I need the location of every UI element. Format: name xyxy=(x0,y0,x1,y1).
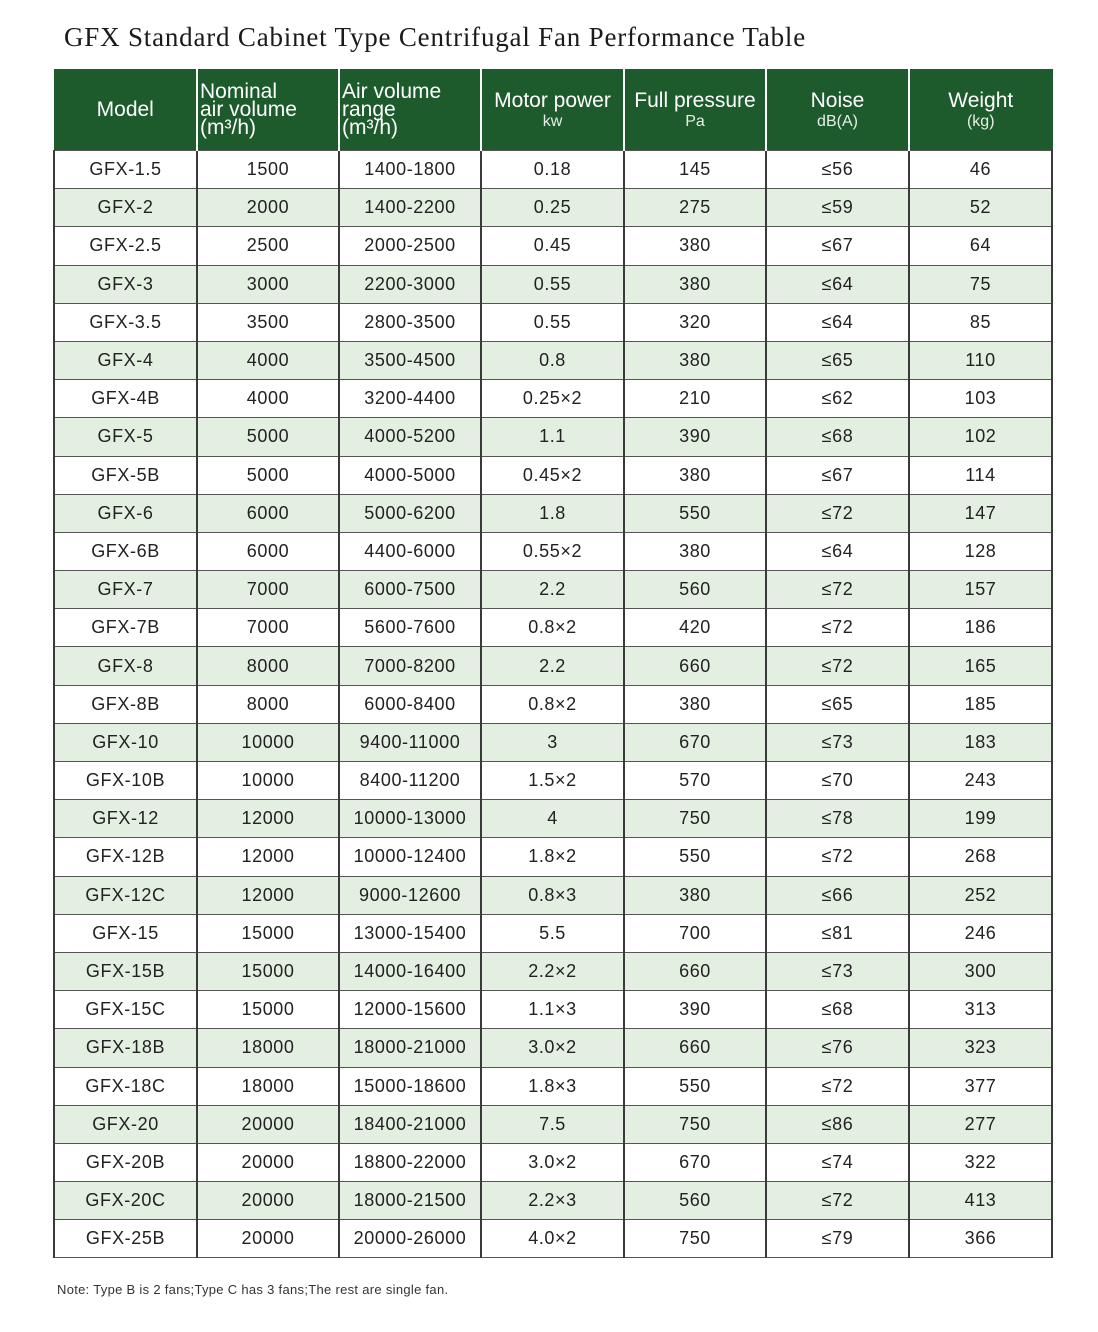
cell-model: GFX-7B xyxy=(54,609,197,647)
cell-nominal-air-volume: 20000 xyxy=(197,1182,339,1220)
cell-model: GFX-12 xyxy=(54,800,197,838)
cell-motor-power: 4.0×2 xyxy=(481,1220,624,1258)
header-motor-power: Motor power kw xyxy=(481,69,624,151)
cell-weight: 243 xyxy=(909,762,1052,800)
table-row xyxy=(54,1105,1052,1143)
cell-nominal-air-volume: 12000 xyxy=(197,838,339,876)
cell-nominal-air-volume: 12000 xyxy=(197,876,339,914)
table-row xyxy=(54,838,1052,876)
cell-full-pressure: 380 xyxy=(624,265,766,303)
page-title: GFX Standard Cabinet Type Centrifugal Fan Performance Table xyxy=(64,22,807,52)
cell-motor-power: 0.8×2 xyxy=(481,609,624,647)
cell-motor-power: 1.8×2 xyxy=(481,838,624,876)
cell-full-pressure: 380 xyxy=(624,227,766,265)
cell-weight: 313 xyxy=(909,991,1052,1029)
table-row xyxy=(54,456,1052,494)
cell-weight: 186 xyxy=(909,609,1052,647)
cell-full-pressure: 750 xyxy=(624,1220,766,1258)
table-row xyxy=(54,532,1052,570)
cell-nominal-air-volume: 10000 xyxy=(197,723,339,761)
cell-noise: ≤64 xyxy=(766,532,909,570)
cell-model: GFX-6 xyxy=(54,494,197,532)
cell-air-volume-range: 12000-15600 xyxy=(339,991,481,1029)
cell-nominal-air-volume: 6000 xyxy=(197,532,339,570)
header-model: Model xyxy=(54,69,197,151)
table-row xyxy=(54,418,1052,456)
cell-motor-power: 2.2 xyxy=(481,571,624,609)
cell-noise: ≤59 xyxy=(766,189,909,227)
table-row xyxy=(54,1182,1052,1220)
cell-model: GFX-18C xyxy=(54,1067,197,1105)
table-row xyxy=(54,1067,1052,1105)
cell-motor-power: 0.25×2 xyxy=(481,380,624,418)
cell-air-volume-range: 2000-2500 xyxy=(339,227,481,265)
cell-motor-power: 0.55 xyxy=(481,265,624,303)
cell-noise: ≤64 xyxy=(766,265,909,303)
cell-noise: ≤72 xyxy=(766,609,909,647)
cell-air-volume-range: 6000-8400 xyxy=(339,685,481,723)
cell-motor-power: 0.25 xyxy=(481,189,624,227)
table-row xyxy=(54,341,1052,379)
cell-full-pressure: 550 xyxy=(624,494,766,532)
cell-model: GFX-20 xyxy=(54,1105,197,1143)
cell-air-volume-range: 18000-21000 xyxy=(339,1029,481,1067)
table-row xyxy=(54,609,1052,647)
cell-model: GFX-3.5 xyxy=(54,303,197,341)
cell-motor-power: 0.8×2 xyxy=(481,685,624,723)
cell-air-volume-range: 1400-2200 xyxy=(339,189,481,227)
cell-motor-power: 1.8 xyxy=(481,494,624,532)
cell-air-volume-range: 8400-11200 xyxy=(339,762,481,800)
cell-model: GFX-12C xyxy=(54,876,197,914)
cell-full-pressure: 320 xyxy=(624,303,766,341)
cell-air-volume-range: 1400-1800 xyxy=(339,151,481,189)
cell-noise: ≤72 xyxy=(766,494,909,532)
cell-nominal-air-volume: 20000 xyxy=(197,1105,339,1143)
cell-model: GFX-10B xyxy=(54,762,197,800)
cell-full-pressure: 275 xyxy=(624,189,766,227)
cell-air-volume-range: 4000-5000 xyxy=(339,456,481,494)
performance-table xyxy=(53,69,1053,1258)
cell-air-volume-range: 4000-5200 xyxy=(339,418,481,456)
cell-full-pressure: 660 xyxy=(624,647,766,685)
cell-nominal-air-volume: 20000 xyxy=(197,1143,339,1181)
cell-air-volume-range: 3500-4500 xyxy=(339,341,481,379)
table-row xyxy=(54,380,1052,418)
cell-model: GFX-5 xyxy=(54,418,197,456)
cell-air-volume-range: 18800-22000 xyxy=(339,1143,481,1181)
cell-model: GFX-15B xyxy=(54,952,197,990)
cell-noise: ≤73 xyxy=(766,952,909,990)
cell-full-pressure: 560 xyxy=(624,571,766,609)
cell-full-pressure: 420 xyxy=(624,609,766,647)
cell-nominal-air-volume: 3500 xyxy=(197,303,339,341)
cell-nominal-air-volume: 12000 xyxy=(197,800,339,838)
cell-motor-power: 4 xyxy=(481,800,624,838)
cell-noise: ≤67 xyxy=(766,227,909,265)
cell-model: GFX-18B xyxy=(54,1029,197,1067)
cell-air-volume-range: 10000-13000 xyxy=(339,800,481,838)
cell-weight: 277 xyxy=(909,1105,1052,1143)
cell-model: GFX-15C xyxy=(54,991,197,1029)
table-row xyxy=(54,952,1052,990)
table-row xyxy=(54,151,1052,189)
table-row xyxy=(54,303,1052,341)
cell-full-pressure: 560 xyxy=(624,1182,766,1220)
cell-noise: ≤64 xyxy=(766,303,909,341)
table-row xyxy=(54,227,1052,265)
cell-nominal-air-volume: 4000 xyxy=(197,341,339,379)
cell-weight: 322 xyxy=(909,1143,1052,1181)
table-row xyxy=(54,914,1052,952)
cell-nominal-air-volume: 2000 xyxy=(197,189,339,227)
cell-air-volume-range: 7000-8200 xyxy=(339,647,481,685)
table-row xyxy=(54,876,1052,914)
cell-weight: 268 xyxy=(909,838,1052,876)
cell-nominal-air-volume: 7000 xyxy=(197,609,339,647)
cell-model: GFX-20C xyxy=(54,1182,197,1220)
cell-air-volume-range: 2800-3500 xyxy=(339,303,481,341)
cell-full-pressure: 380 xyxy=(624,341,766,379)
cell-model: GFX-7 xyxy=(54,571,197,609)
cell-noise: ≤78 xyxy=(766,800,909,838)
cell-motor-power: 0.18 xyxy=(481,151,624,189)
cell-nominal-air-volume: 5000 xyxy=(197,456,339,494)
cell-full-pressure: 660 xyxy=(624,1029,766,1067)
cell-air-volume-range: 20000-26000 xyxy=(339,1220,481,1258)
cell-weight: 377 xyxy=(909,1067,1052,1105)
cell-model: GFX-4B xyxy=(54,380,197,418)
cell-noise: ≤72 xyxy=(766,838,909,876)
cell-nominal-air-volume: 5000 xyxy=(197,418,339,456)
cell-model: GFX-2.5 xyxy=(54,227,197,265)
cell-nominal-air-volume: 18000 xyxy=(197,1067,339,1105)
cell-nominal-air-volume: 1500 xyxy=(197,151,339,189)
cell-noise: ≤56 xyxy=(766,151,909,189)
table-row xyxy=(54,723,1052,761)
cell-full-pressure: 550 xyxy=(624,1067,766,1105)
cell-weight: 52 xyxy=(909,189,1052,227)
cell-weight: 102 xyxy=(909,418,1052,456)
cell-weight: 110 xyxy=(909,341,1052,379)
cell-air-volume-range: 4400-6000 xyxy=(339,532,481,570)
header-weight: Weight (kg) xyxy=(909,69,1052,151)
cell-nominal-air-volume: 6000 xyxy=(197,494,339,532)
cell-nominal-air-volume: 20000 xyxy=(197,1220,339,1258)
table-row xyxy=(54,800,1052,838)
cell-model: GFX-2 xyxy=(54,189,197,227)
cell-motor-power: 0.45 xyxy=(481,227,624,265)
cell-full-pressure: 390 xyxy=(624,418,766,456)
cell-full-pressure: 750 xyxy=(624,800,766,838)
footnote: Note: Type B is 2 fans;Type C has 3 fans;The rest are single fan. xyxy=(57,1282,449,1297)
cell-model: GFX-15 xyxy=(54,914,197,952)
cell-noise: ≤86 xyxy=(766,1105,909,1143)
cell-noise: ≤65 xyxy=(766,341,909,379)
cell-motor-power: 3 xyxy=(481,723,624,761)
cell-noise: ≤72 xyxy=(766,571,909,609)
cell-noise: ≤72 xyxy=(766,1182,909,1220)
header-row xyxy=(54,69,1052,151)
cell-nominal-air-volume: 15000 xyxy=(197,991,339,1029)
cell-weight: 185 xyxy=(909,685,1052,723)
cell-nominal-air-volume: 10000 xyxy=(197,762,339,800)
cell-noise: ≤72 xyxy=(766,1067,909,1105)
cell-full-pressure: 380 xyxy=(624,456,766,494)
cell-model: GFX-1.5 xyxy=(54,151,197,189)
cell-model: GFX-4 xyxy=(54,341,197,379)
cell-weight: 157 xyxy=(909,571,1052,609)
cell-full-pressure: 700 xyxy=(624,914,766,952)
table-row xyxy=(54,494,1052,532)
table-row xyxy=(54,571,1052,609)
cell-motor-power: 3.0×2 xyxy=(481,1029,624,1067)
cell-nominal-air-volume: 2500 xyxy=(197,227,339,265)
cell-weight: 114 xyxy=(909,456,1052,494)
cell-noise: ≤76 xyxy=(766,1029,909,1067)
cell-noise: ≤74 xyxy=(766,1143,909,1181)
cell-air-volume-range: 6000-7500 xyxy=(339,571,481,609)
cell-motor-power: 0.55 xyxy=(481,303,624,341)
table-row xyxy=(54,1143,1052,1181)
cell-full-pressure: 670 xyxy=(624,723,766,761)
cell-noise: ≤68 xyxy=(766,418,909,456)
cell-noise: ≤70 xyxy=(766,762,909,800)
cell-noise: ≤62 xyxy=(766,380,909,418)
header-air-volume-range: Air volume range (m³/h) xyxy=(339,69,481,151)
cell-nominal-air-volume: 15000 xyxy=(197,952,339,990)
cell-air-volume-range: 13000-15400 xyxy=(339,914,481,952)
cell-nominal-air-volume: 8000 xyxy=(197,685,339,723)
cell-air-volume-range: 9000-12600 xyxy=(339,876,481,914)
cell-noise: ≤67 xyxy=(766,456,909,494)
cell-model: GFX-3 xyxy=(54,265,197,303)
cell-model: GFX-25B xyxy=(54,1220,197,1258)
cell-noise: ≤65 xyxy=(766,685,909,723)
cell-weight: 147 xyxy=(909,494,1052,532)
cell-motor-power: 0.55×2 xyxy=(481,532,624,570)
cell-air-volume-range: 18400-21000 xyxy=(339,1105,481,1143)
cell-air-volume-range: 3200-4400 xyxy=(339,380,481,418)
cell-air-volume-range: 2200-3000 xyxy=(339,265,481,303)
table-row xyxy=(54,189,1052,227)
cell-weight: 64 xyxy=(909,227,1052,265)
cell-full-pressure: 660 xyxy=(624,952,766,990)
header-nominal-air-volume: Nominal air volume (m³/h) xyxy=(197,69,339,151)
cell-full-pressure: 380 xyxy=(624,876,766,914)
cell-motor-power: 0.8×3 xyxy=(481,876,624,914)
cell-nominal-air-volume: 7000 xyxy=(197,571,339,609)
cell-motor-power: 0.8 xyxy=(481,341,624,379)
cell-motor-power: 5.5 xyxy=(481,914,624,952)
cell-model: GFX-8 xyxy=(54,647,197,685)
cell-nominal-air-volume: 8000 xyxy=(197,647,339,685)
cell-full-pressure: 750 xyxy=(624,1105,766,1143)
cell-noise: ≤81 xyxy=(766,914,909,952)
table-row xyxy=(54,265,1052,303)
cell-model: GFX-20B xyxy=(54,1143,197,1181)
cell-air-volume-range: 15000-18600 xyxy=(339,1067,481,1105)
cell-weight: 252 xyxy=(909,876,1052,914)
cell-motor-power: 0.45×2 xyxy=(481,456,624,494)
cell-weight: 199 xyxy=(909,800,1052,838)
table-row xyxy=(54,1029,1052,1067)
cell-model: GFX-12B xyxy=(54,838,197,876)
cell-full-pressure: 210 xyxy=(624,380,766,418)
cell-weight: 85 xyxy=(909,303,1052,341)
table-row xyxy=(54,991,1052,1029)
header-full-pressure: Full pressure Pa xyxy=(624,69,766,151)
cell-weight: 165 xyxy=(909,647,1052,685)
table-row xyxy=(54,762,1052,800)
cell-weight: 75 xyxy=(909,265,1052,303)
cell-full-pressure: 145 xyxy=(624,151,766,189)
cell-weight: 183 xyxy=(909,723,1052,761)
cell-noise: ≤66 xyxy=(766,876,909,914)
cell-full-pressure: 380 xyxy=(624,532,766,570)
cell-weight: 103 xyxy=(909,380,1052,418)
cell-weight: 128 xyxy=(909,532,1052,570)
cell-full-pressure: 380 xyxy=(624,685,766,723)
table-row xyxy=(54,685,1052,723)
cell-air-volume-range: 10000-12400 xyxy=(339,838,481,876)
cell-motor-power: 1.1 xyxy=(481,418,624,456)
cell-noise: ≤79 xyxy=(766,1220,909,1258)
header-noise: Noise dB(A) xyxy=(766,69,909,151)
cell-motor-power: 2.2×2 xyxy=(481,952,624,990)
cell-weight: 246 xyxy=(909,914,1052,952)
cell-air-volume-range: 5600-7600 xyxy=(339,609,481,647)
cell-model: GFX-6B xyxy=(54,532,197,570)
cell-nominal-air-volume: 15000 xyxy=(197,914,339,952)
cell-motor-power: 1.1×3 xyxy=(481,991,624,1029)
cell-noise: ≤72 xyxy=(766,647,909,685)
cell-motor-power: 3.0×2 xyxy=(481,1143,624,1181)
cell-full-pressure: 550 xyxy=(624,838,766,876)
cell-motor-power: 2.2 xyxy=(481,647,624,685)
cell-weight: 300 xyxy=(909,952,1052,990)
cell-weight: 413 xyxy=(909,1182,1052,1220)
cell-full-pressure: 670 xyxy=(624,1143,766,1181)
cell-motor-power: 2.2×3 xyxy=(481,1182,624,1220)
cell-air-volume-range: 14000-16400 xyxy=(339,952,481,990)
cell-nominal-air-volume: 3000 xyxy=(197,265,339,303)
cell-model: GFX-8B xyxy=(54,685,197,723)
cell-weight: 46 xyxy=(909,151,1052,189)
cell-weight: 323 xyxy=(909,1029,1052,1067)
cell-noise: ≤68 xyxy=(766,991,909,1029)
cell-full-pressure: 570 xyxy=(624,762,766,800)
cell-weight: 366 xyxy=(909,1220,1052,1258)
cell-air-volume-range: 18000-21500 xyxy=(339,1182,481,1220)
cell-nominal-air-volume: 4000 xyxy=(197,380,339,418)
cell-motor-power: 1.5×2 xyxy=(481,762,624,800)
cell-motor-power: 1.8×3 xyxy=(481,1067,624,1105)
cell-air-volume-range: 9400-11000 xyxy=(339,723,481,761)
table-row xyxy=(54,647,1052,685)
cell-nominal-air-volume: 18000 xyxy=(197,1029,339,1067)
cell-model: GFX-10 xyxy=(54,723,197,761)
cell-model: GFX-5B xyxy=(54,456,197,494)
cell-air-volume-range: 5000-6200 xyxy=(339,494,481,532)
cell-full-pressure: 390 xyxy=(624,991,766,1029)
cell-noise: ≤73 xyxy=(766,723,909,761)
table-row xyxy=(54,1220,1052,1258)
cell-motor-power: 7.5 xyxy=(481,1105,624,1143)
